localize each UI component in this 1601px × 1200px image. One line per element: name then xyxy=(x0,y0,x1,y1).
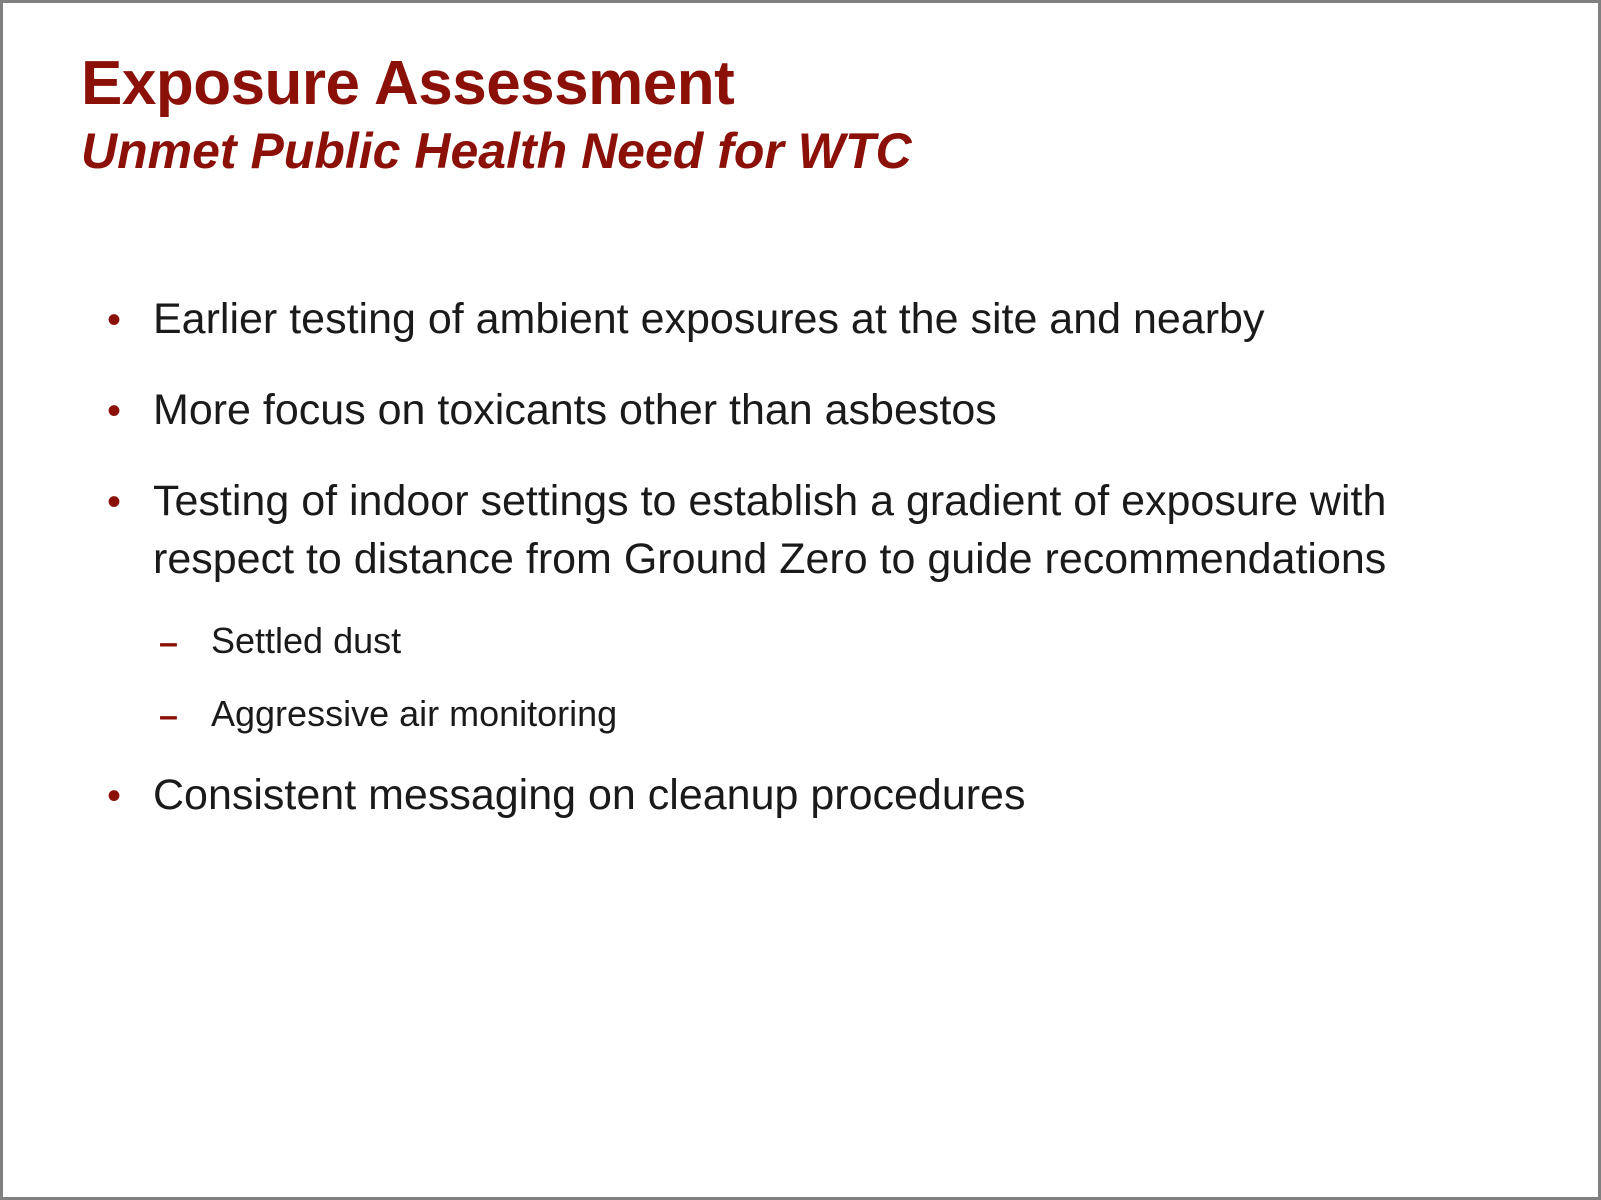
list-item-label: More focus on toxicants other than asbestos xyxy=(153,386,997,435)
sub-list-item xyxy=(159,618,1527,665)
list-item xyxy=(107,473,1527,587)
bullet-dot-icon: • xyxy=(107,774,122,819)
sub-list-item-label: Aggressive air monitoring xyxy=(211,692,618,734)
list-item xyxy=(107,767,1527,824)
dash-icon: – xyxy=(159,623,178,662)
sub-list-item-label: Settled dust xyxy=(211,619,402,661)
list-item xyxy=(107,291,1527,348)
dash-icon: – xyxy=(159,696,178,735)
bullet-dot-icon: • xyxy=(107,298,122,342)
sub-list xyxy=(107,618,1527,738)
list-item-label: Consistent messaging on cleanup procedures xyxy=(153,771,1026,820)
title-block xyxy=(81,51,1481,178)
bullet-dot-icon: • xyxy=(107,480,122,525)
list-item-label: Testing of indoor settings to establish a gradient of exposure with respect to distance from Ground Zero to guide recommendations xyxy=(153,477,1387,583)
list-item-label: Earlier testing of ambient exposures at the site and nearby xyxy=(153,295,1265,343)
page-title: Exposure Assessment xyxy=(81,49,735,118)
bullet-list xyxy=(107,291,1527,859)
list-item xyxy=(107,382,1527,439)
bullet-dot-icon: • xyxy=(107,389,122,434)
page-subtitle: Unmet Public Health Need for WTC xyxy=(81,123,912,180)
sub-list-item xyxy=(159,691,1527,738)
